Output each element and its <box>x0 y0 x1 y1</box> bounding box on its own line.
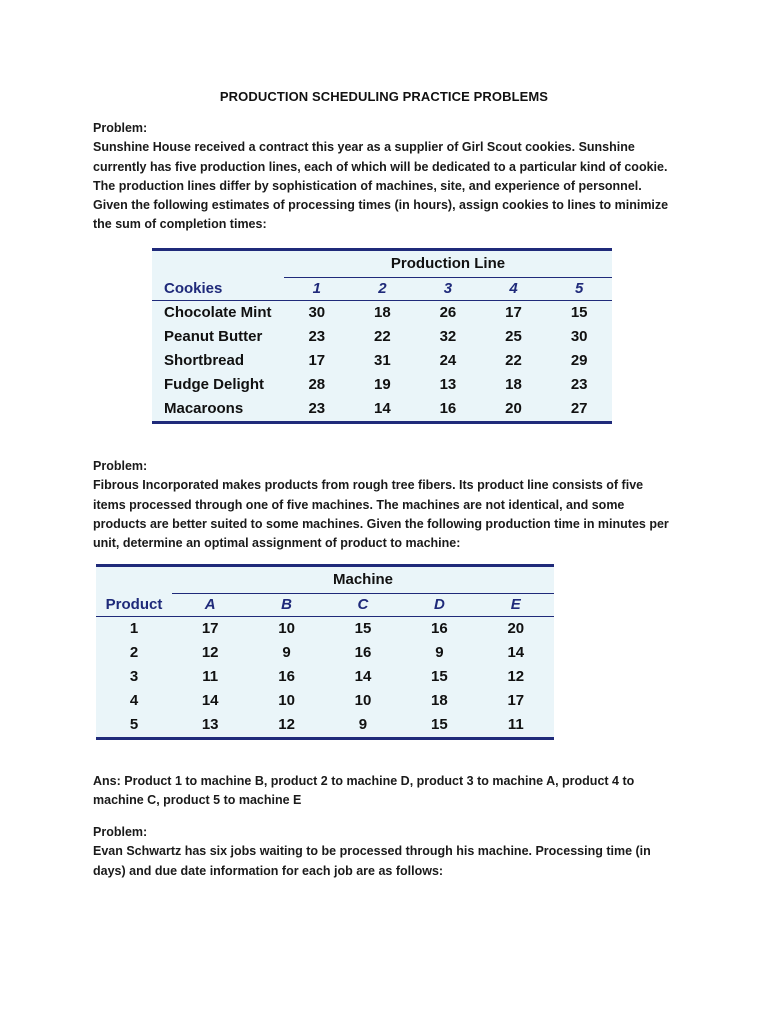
table-cell: 17 <box>201 620 219 637</box>
row-label: Macaroons <box>164 400 244 417</box>
table-cell: 14 <box>374 400 391 417</box>
table-cell: 29 <box>570 352 588 369</box>
table-cell: 28 <box>308 376 326 393</box>
problem-1-text: Sunshine House received a contract this year as a supplier of Girl Scout cookies. Sunshine currently has five production lines, each of which will be dedicated to a particular kind of cookie. The production lines differ by sophistication of machines, site, and experience of personnel. Given the following estimates of processing times (in hours), assign cookies to lines to minimize the sum of completion times: <box>93 140 669 232</box>
table-row <box>96 616 554 641</box>
table-cell: 16 <box>278 668 295 685</box>
column-header: 2 <box>350 277 416 300</box>
table-cell: 24 <box>439 352 457 369</box>
problem-2-label: Problem: <box>93 459 148 473</box>
table-group-header: Production Line <box>284 251 612 277</box>
table-cell: 15 <box>431 716 448 733</box>
table-cell: 10 <box>278 620 295 637</box>
table-cell: 31 <box>374 352 391 369</box>
problem-3 <box>93 823 678 881</box>
problem-2-text: Fibrous Incorporated makes products from rough tree fibers. Its product line consists of five items processed through one of five machines. The machines are not identical, and some products are better suited to some machines. Given the following production time in minutes per unit, determine an optimal assignment of product to machine: <box>93 478 669 551</box>
table-group-header: Machine <box>172 567 554 593</box>
table-cell: 14 <box>507 644 525 661</box>
table-cell: 32 <box>439 328 457 345</box>
table-cell: 12 <box>278 716 295 733</box>
column-header: 3 <box>415 277 481 300</box>
table-cell: 13 <box>201 716 219 733</box>
machine-table <box>96 564 554 740</box>
table-cell: 27 <box>570 400 588 417</box>
table-cell: 23 <box>308 400 326 417</box>
table-row <box>152 349 612 373</box>
table-cell: 9 <box>358 716 368 733</box>
column-header: A <box>172 593 248 616</box>
table-cell: 10 <box>278 692 295 709</box>
table-cell: 16 <box>439 400 457 417</box>
table-cell: 18 <box>431 692 448 709</box>
table-cell: 18 <box>505 376 522 393</box>
column-header: B <box>248 593 324 616</box>
table-cell: 10 <box>354 692 372 709</box>
table-cell: 17 <box>308 352 326 369</box>
table-row <box>96 689 554 713</box>
table-row <box>152 325 612 349</box>
table-cell: 12 <box>201 644 219 661</box>
table-cell: 19 <box>374 376 391 393</box>
problem-1-label: Problem: <box>93 121 148 135</box>
table-cell: 11 <box>507 716 524 733</box>
table-cell: 14 <box>354 668 372 685</box>
answer-paragraph <box>93 772 678 811</box>
table-cell: 14 <box>201 692 219 709</box>
table-cell: 26 <box>439 304 457 321</box>
column-header: 1 <box>284 277 350 300</box>
table-cell: 22 <box>374 328 391 345</box>
table-row <box>96 713 554 737</box>
table-row <box>152 397 612 421</box>
table-row <box>152 300 612 325</box>
table-cell: 30 <box>570 328 588 345</box>
table-cell: 20 <box>507 620 525 637</box>
table-cell: 9 <box>282 644 291 661</box>
table-cell: 18 <box>374 304 391 321</box>
row-label: Fudge Delight <box>164 376 264 393</box>
table-cell: 20 <box>505 400 522 417</box>
table-row-header: Cookies <box>152 277 284 300</box>
row-label: Chocolate Mint <box>164 304 272 321</box>
column-header: D <box>401 593 477 616</box>
row-label: Peanut Butter <box>164 328 263 345</box>
table-row <box>152 373 612 397</box>
row-label: 4 <box>129 692 139 709</box>
table-cell: 22 <box>505 352 522 369</box>
table-cell: 23 <box>308 328 326 345</box>
table-cell: 15 <box>354 620 372 637</box>
table-cell: 12 <box>507 668 525 685</box>
problem-2 <box>93 457 678 553</box>
table-row <box>96 641 554 665</box>
table-cell: 17 <box>505 304 522 321</box>
table-cell: 15 <box>431 668 448 685</box>
row-label: 2 <box>129 644 139 661</box>
column-header: C <box>325 593 401 616</box>
table-cell: 16 <box>354 644 372 661</box>
row-label: Shortbread <box>164 352 245 369</box>
production-line-table <box>152 248 612 424</box>
problem-3-text: Evan Schwartz has six jobs waiting to be processed through his machine. Processing time (in days) and due date information for each job are as follows: <box>93 844 651 878</box>
column-header: E <box>478 593 554 616</box>
problem-3-label: Problem: <box>93 825 148 839</box>
row-label: 1 <box>129 620 139 637</box>
table-cell: 11 <box>202 668 219 685</box>
row-label: 5 <box>129 716 139 733</box>
answer-text: Ans: Product 1 to machine B, product 2 to machine D, product 3 to machine A, product 4 to machine C, product 5 to machine E <box>93 774 635 808</box>
column-header: 4 <box>481 277 547 300</box>
table-cell: 30 <box>308 304 326 321</box>
table-cell: 13 <box>439 376 457 393</box>
row-label: 3 <box>129 668 139 685</box>
problem-1 <box>93 119 678 235</box>
table-cell: 23 <box>570 376 588 393</box>
table-row <box>96 665 554 689</box>
table-cell: 25 <box>505 328 522 345</box>
table-cell: 16 <box>431 620 448 637</box>
page-title: PRODUCTION SCHEDULING PRACTICE PROBLEMS <box>219 89 549 104</box>
column-header: 5 <box>546 277 612 300</box>
table-cell: 17 <box>507 692 525 709</box>
table-cell: 9 <box>435 644 444 661</box>
table-row-header: Product <box>96 593 172 616</box>
table-cell: 15 <box>570 304 588 321</box>
